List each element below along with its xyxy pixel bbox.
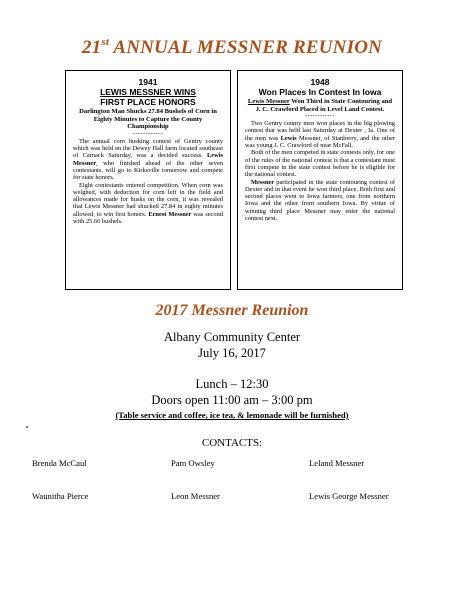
- page-title: [0, 36, 464, 59]
- title-ordinal-number: 21: [81, 37, 102, 58]
- title-ordinal-suffix: st: [101, 36, 110, 48]
- contact-name: Brenda McCaul: [32, 458, 87, 468]
- event-note: [0, 410, 464, 420]
- article-1948-paragraph-3: [245, 179, 395, 223]
- scan-speck: [26, 426, 28, 428]
- article-1948-paragraph-2: Both of the men competed in state contests only, for one of the rules of the national contest is that a contestant must first compete in the state contest before he is eligible for the national contest.: [245, 149, 395, 179]
- article-1941-paragraph-2: [73, 182, 223, 226]
- article-1941-p1-rest: , who finished ahead of the other seven contestants, will go to Kirksville tomorrow and compete for state honors.: [73, 159, 223, 182]
- article-1948-divider: ------------: [305, 113, 335, 120]
- article-1948-paragraph-1: [245, 120, 395, 149]
- event-venue: Albany Community Center: [163, 330, 301, 344]
- article-1941-p2-rest: was second with 25.66 bushels.: [73, 210, 223, 226]
- article-1941-box: [65, 70, 231, 290]
- article-1941-p2-bold: Ernest Messner: [148, 210, 192, 218]
- article-1941-p2-text: Eight contestants entered competition. When corn was weighed, with deduction for corn left in the field and allowances made for husks on the corn, it was revealed that Lewis Messner had shucked 27.84 in eighty minutes allowed, to win first honors.: [73, 181, 223, 218]
- article-1948-headline: Won Places In Contest In Iowa: [258, 87, 382, 97]
- contact-name: Lewis George Messner: [309, 491, 389, 501]
- article-1948-box: [237, 70, 403, 290]
- contact-name: Pam Owsley: [171, 458, 215, 468]
- article-1941-headline-1-text: LEWIS MESSNER WINS: [100, 87, 196, 97]
- contact-name: Waunitha Pierce: [32, 491, 89, 501]
- article-1941-paragraph-1: [73, 138, 223, 182]
- event-date: July 16, 2017: [198, 346, 266, 360]
- article-1948-subhead-rest: Won Third in State Contouring and J. C. Crawford Placed in Level Land Contest.: [255, 98, 393, 113]
- event-lunch-time: Lunch – 12:30: [195, 377, 269, 391]
- contact-name: Leland Messner: [309, 458, 365, 468]
- article-1948-year: 1948: [310, 77, 330, 87]
- article-1948-p1-bold: Lewis: [280, 134, 297, 142]
- article-1941-headline-2: FIRST PLACE HONORS: [100, 97, 196, 107]
- article-1941-subhead: Darlington Man Shucks 27.84 Bushels of Corn in Eighty Minutes to Capture the County Championship: [79, 108, 217, 131]
- article-1948-p3-bold: Messner: [251, 178, 275, 186]
- event-note-text: (Table service and coffee, ice tea, & lemonade will be furnished): [115, 410, 349, 420]
- article-1948-subhead-name: Lewis Messner: [247, 98, 290, 105]
- article-1948-p3-rest: participated in the state contouring contest of Dexter and in that event he won third place. Both first and second places went to Iowa farmers, one from northern Iowa and the other from southern Iowa. By virtue of winning third place Messner may enter the national contest next.: [245, 178, 395, 223]
- article-1941-p1-bold: Lewis Messner: [73, 152, 223, 167]
- article-1941-divider: ------------: [133, 130, 163, 137]
- article-1941-year: 1941: [138, 77, 158, 87]
- article-1948-subhead: [245, 98, 395, 113]
- event-doors-time: Doors open 11:00 am – 3:00 pm: [151, 393, 313, 407]
- article-1948-p1-a: Two Gentry county men won places in the big plowing contest that was held last Saturday at Dexter , Ia. One of the men was: [245, 120, 395, 142]
- contacts-heading: CONTACTS:: [201, 437, 263, 449]
- title-text: ANNUAL MESSNER REUNION: [109, 37, 383, 58]
- event-title: 2017 Messner Reunion: [155, 302, 309, 319]
- article-1941-headline-1: [73, 87, 223, 97]
- article-1948-p1-b: Messner, of Stanberry, and the other was young J. C. Crawford of near McFall.: [245, 134, 395, 150]
- article-1941-p1-text: The annual corn husking contest of Gentry county which was held on the Dewey Hall farm located southeast of Carnack Saturday, was a decided success.: [73, 137, 223, 160]
- contact-name: Leon Messner: [171, 491, 220, 501]
